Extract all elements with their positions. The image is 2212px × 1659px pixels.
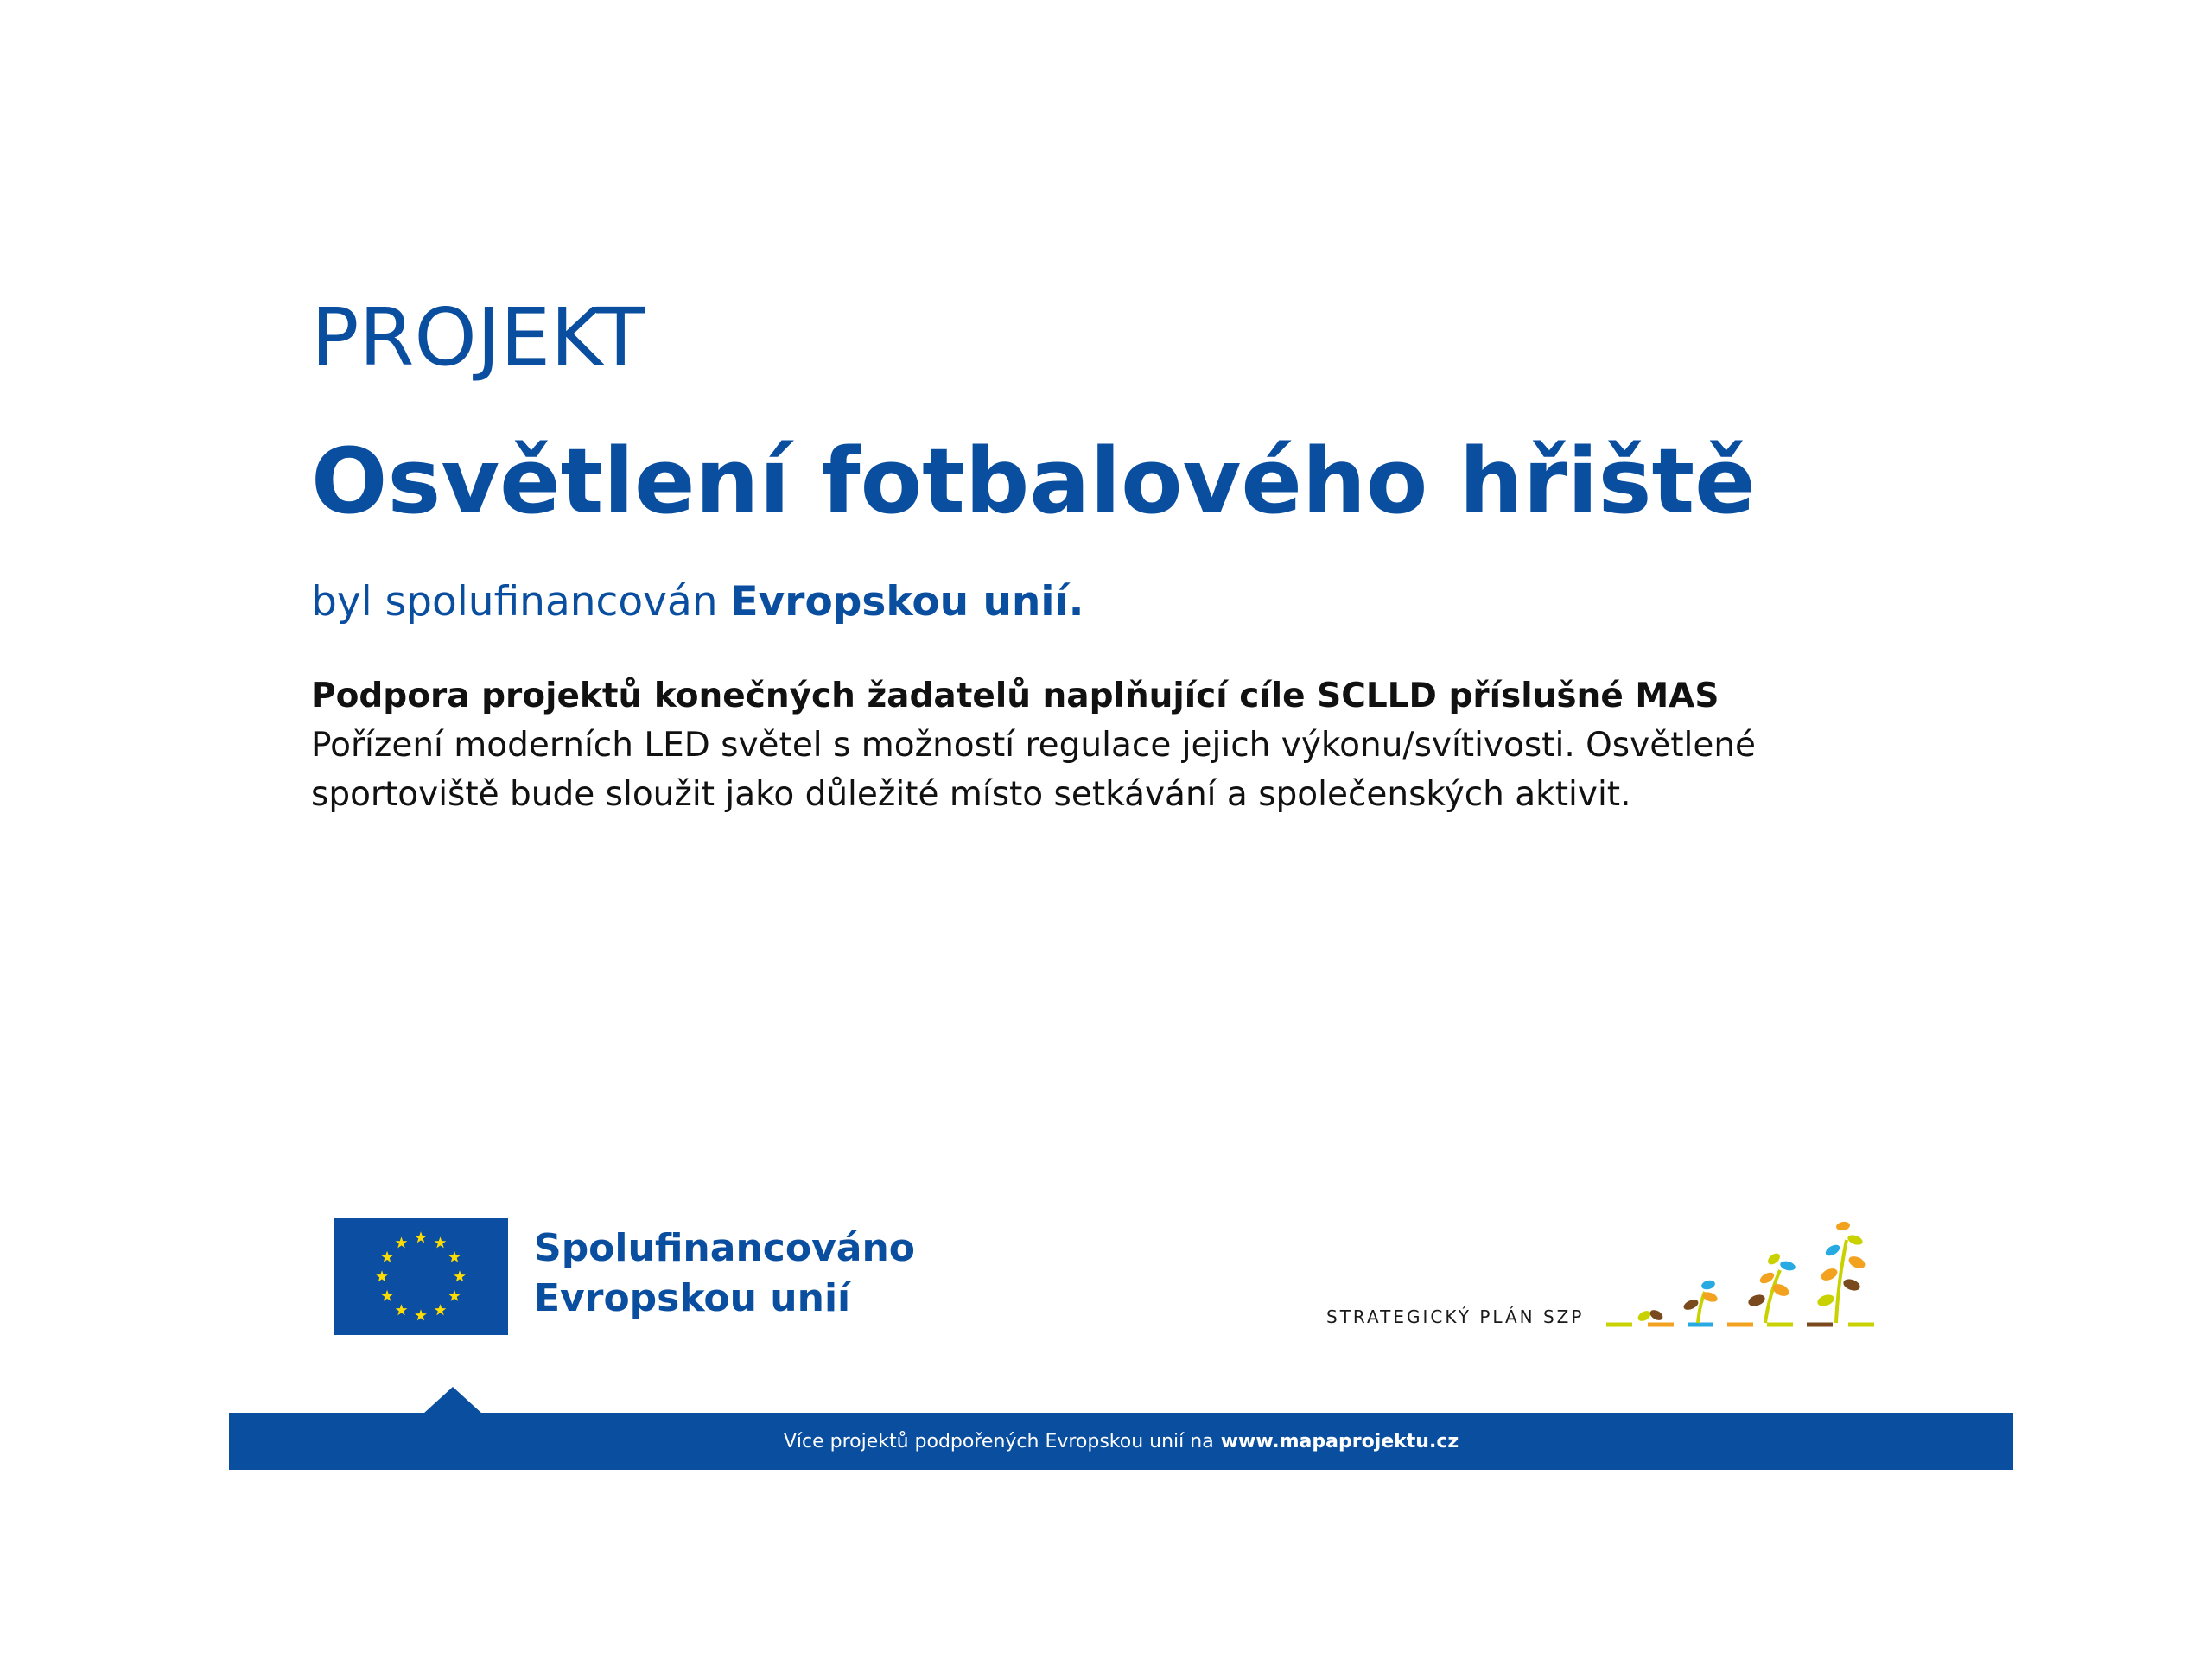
eu-star (396, 1236, 408, 1248)
cofinancing-prefix: byl spolufinancován (311, 578, 718, 626)
szp-logo-label: STRATEGICKÝ PLÁN SZP (1326, 1306, 1585, 1327)
project-label: PROJEKT (311, 291, 645, 384)
eu-star (381, 1251, 393, 1262)
eu-star (376, 1270, 388, 1281)
eu-star (415, 1231, 427, 1243)
eu-flag-icon (334, 1218, 508, 1335)
eu-star (435, 1304, 447, 1315)
eu-star (448, 1251, 461, 1262)
eu-star (448, 1290, 461, 1301)
eu-star (381, 1290, 393, 1301)
footer-text: Více projektů podpořených Evropskou unií na (783, 1430, 1214, 1452)
eu-star (396, 1304, 408, 1315)
eu-star (454, 1270, 466, 1281)
eu-logo-text (534, 1224, 915, 1324)
description-text: Pořízení moderních LED světel s možností regulace jejich výkonu/svítivosti. Osvětlené sportoviště bude sloužit jako důležité místo setkávání a společenských aktivit. (311, 726, 1757, 814)
cofinancing-statement (311, 578, 1084, 626)
szp-sprouts-icon (1603, 1214, 1897, 1335)
cofinancing-eu: Evropskou unií. (730, 578, 1084, 626)
project-title: Osvětlení fotbalového hřiště (311, 429, 1756, 534)
eu-logo-line2: Evropskou unií (534, 1276, 851, 1320)
footer-notch (423, 1387, 482, 1414)
project-description (311, 671, 1866, 819)
szp-logo (1326, 1214, 1888, 1344)
footer-bar (229, 1413, 2013, 1470)
eu-logo-line1: Spolufinancováno (534, 1226, 916, 1270)
eu-star (435, 1236, 447, 1248)
description-heading: Podpora projektů konečných žadatelů naplňující cíle SCLLD příslušné MAS (311, 677, 1719, 715)
footer-link[interactable]: www.mapaprojektu.cz (1220, 1430, 1459, 1452)
eu-star (415, 1309, 427, 1320)
